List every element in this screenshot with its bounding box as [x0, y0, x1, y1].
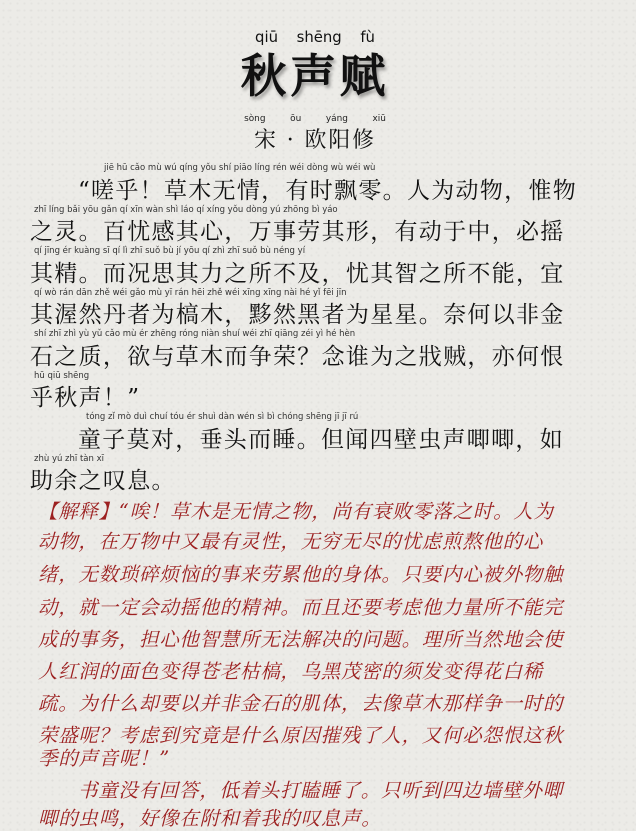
explanation-line: 唧的虫鸣，好像在附和着我的叹息声。 [38, 807, 382, 830]
text-line: 之灵。百忧感其心，万事劳其形，有动于中，必摇 [30, 219, 565, 245]
pinyin-line: zhī líng bǎi yōu gǎn qí xīn wàn shì láo qí xíng yǒu dòng yú zhōng bì yáo [34, 205, 338, 215]
author-line: 宋 · 欧阳修 [254, 128, 376, 153]
explanation-line: 动，就一定会动摇他的精神。而且还要考虑他力量所不能完 [38, 596, 564, 619]
pinyin-line: qí wò rán dān zhě wéi gǎo mù yī rán hēi zhě wéi xīng xīng nài hé yǐ fēi jīn [34, 288, 347, 298]
explanation-line: 书童没有回答，低着头打瞌睡了。只听到四边墙壁外唧 [78, 779, 563, 802]
explanation-line: 荣盛呢？考虑到究竟是什么原因摧残了人，又何必怨恨这秋 [38, 724, 564, 747]
explanation-line: 疏。为什么却要以并非金石的肌体，去像草木那样争一时的 [38, 692, 564, 715]
pinyin-line: zhù yú zhī tàn xī [34, 454, 104, 464]
text-line: 其精。而况思其力之所不及，忧其智之所不能，宜 [30, 261, 565, 287]
text-line: “嗟乎！草木无情，有时飘零。人为动物，惟物 [78, 178, 578, 204]
page-title: 秋声赋 [240, 49, 390, 103]
text-line: 乎秋声！” [30, 385, 141, 411]
explanation-line: 动物，在万物中又最有灵性，无穷无尽的忧虑煎熬他的心 [38, 530, 544, 553]
pinyin-line: jiē hū cǎo mù wú qíng yǒu shí piāo líng rén wéi dòng wù wéi wù [104, 163, 376, 173]
title-pinyin: qiū shēng fù [255, 28, 375, 46]
explanation-line: 人红润的面色变得苍老枯槁，乌黑茂密的须发变得花白稀 [38, 660, 544, 683]
explanation-line: 成的事务，担心他智慧所无法解决的问题。理所当然地会使 [38, 628, 564, 651]
text-line: 童子莫对，垂头而睡。但闻四壁虫声唧唧，如 [78, 427, 564, 453]
explanation-line: 绪，无数琐碎烦恼的事来劳累他的身体。只要内心被外物触 [38, 563, 564, 586]
text-line: 助余之叹息。 [30, 468, 176, 494]
pinyin-line: tóng zǐ mò duì chuí tóu ér shuì dàn wén sì bì chóng shēng jī jī rú [86, 412, 359, 422]
text-line: 石之质，欲与草木而争荣？念谁为之戕贼，亦何恨 [30, 344, 565, 370]
author-pinyin: sòng ōu yáng xiū [244, 114, 386, 124]
pinyin-line: qí jīng ér kuàng sī qí lì zhī suǒ bù jí yōu qí zhì zhī suǒ bù néng yí [34, 246, 306, 256]
text-line: 其渥然丹者为槁木，黟然黑者为星星。奈何以非金 [30, 302, 565, 328]
pinyin-line: hū qiū shēng [34, 371, 90, 381]
explanation-line: 【解释】“唉！草木是无情之物，尚有衰败零落之时。人为 [38, 500, 554, 523]
pinyin-line: shí zhī zhì yù yǔ cǎo mù ér zhēng róng niàn shuí wéi zhī qiāng zéi yì hé hèn [34, 329, 356, 339]
explanation-line: 季的声音呢！” [38, 747, 170, 770]
